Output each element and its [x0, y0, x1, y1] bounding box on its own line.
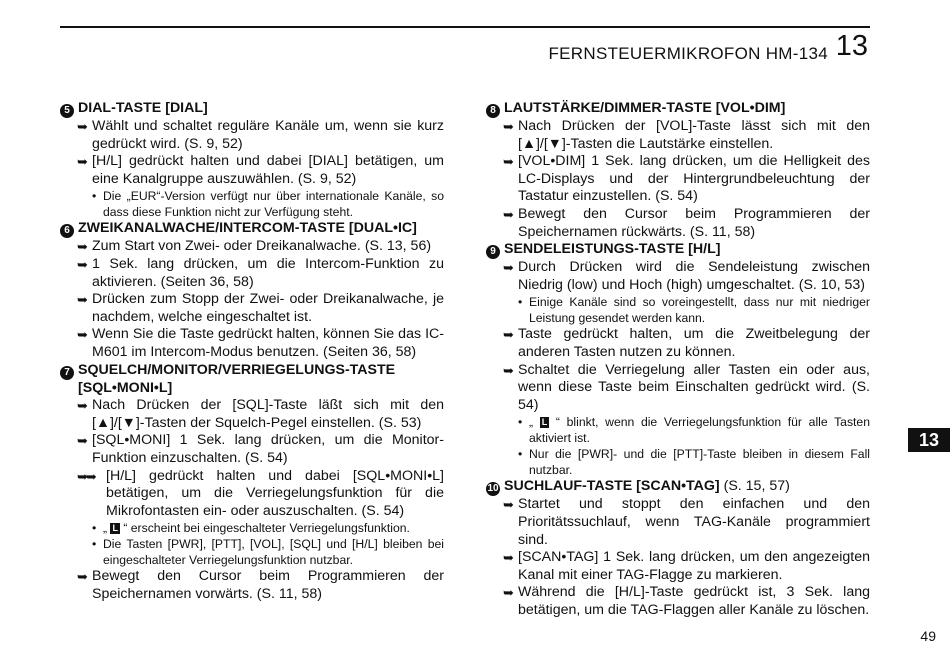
arrow-bullet-icon: ➥	[503, 327, 514, 343]
arrow-bullet-icon: ➥	[77, 327, 88, 343]
list-item	[60, 568, 444, 603]
arrow-bullet-icon: ➥➥	[77, 468, 95, 484]
section-title: DIAL-TASTE [DIAL]	[78, 100, 208, 116]
arrow-bullet-icon: ➥	[77, 398, 88, 414]
list-item	[486, 118, 870, 153]
item-text: [H/L] gedrückt halten und dabei [DIAL] betätigen, um eine Kanalgruppe auszuwählen. (S. 9, 52)	[92, 153, 444, 187]
item-text: Bewegt den Cursor beim Programmieren der Speichernamen vorwärts. (S. 11, 58)	[92, 568, 444, 602]
note-item	[486, 414, 870, 446]
section	[60, 220, 444, 361]
list-item	[60, 118, 444, 153]
note-text: „	[529, 415, 540, 430]
arrow-bullet-icon: ➥	[503, 206, 514, 222]
arrow-bullet-icon: ➥	[503, 260, 514, 276]
arrow-bullet-icon: ➥	[77, 119, 88, 134]
section	[486, 478, 870, 619]
list-item	[60, 291, 444, 326]
section-heading	[486, 100, 870, 118]
arrow-bullet-icon: ➥	[77, 154, 88, 170]
section-heading	[486, 478, 870, 496]
item-text: Drücken zum Stopp der Zwei- oder Dreikanalwache, je nachdem, welche eingeschaltet ist.	[92, 291, 444, 325]
list-item	[486, 496, 870, 549]
list-item	[486, 584, 870, 619]
list-item	[60, 397, 444, 432]
item-text: [SCAN•TAG] 1 Sek. lang drücken, um den angezeigten Kanal mit einer TAG-Flagge zu markieren.	[518, 549, 870, 583]
list-item	[60, 468, 444, 521]
item-text: [H/L] gedrückt halten und dabei [SQL•MONI•L] betätigen, um die Verriegelungsfunktion für die Mikrofontasten ein- oder auszuschalten. (S. 54)	[106, 467, 444, 519]
item-text: [VOL•DIM] 1 Sek. lang drücken, um die Helligkeit des LC-Displays und der Hintergrundbeleuchtung der Tastatur einzustellen. (S. 54)	[518, 153, 870, 205]
item-text: 1 Sek. lang drücken, um die Intercom-Funktion zu aktivieren. (Seiten 36, 58)	[92, 255, 444, 290]
bullet-dot-icon: •	[518, 295, 523, 310]
list-item	[486, 326, 870, 361]
section-title: LAUTSTÄRKE/DIMMER-TASTE [VOL•DIM]	[504, 100, 786, 116]
bullet-dot-icon: •	[92, 537, 97, 552]
bullet-dot-icon: •	[92, 521, 97, 536]
section-title: SUCHLAUF-TASTE [SCAN•TAG]	[504, 478, 720, 495]
circled-number-icon: 7	[60, 366, 74, 380]
item-text: Bewegt den Cursor beim Programmieren der Speichernamen rückwärts. (S. 11, 58)	[518, 205, 870, 240]
note-text: „	[103, 521, 111, 536]
left-column	[60, 100, 444, 603]
section-page-ref: (S. 15, 57)	[719, 478, 790, 495]
arrow-bullet-icon: ➥	[503, 497, 514, 513]
note-item	[60, 188, 444, 220]
arrow-bullet-icon: ➥	[77, 239, 88, 255]
section-title: ZWEIKANALWACHE/INTERCOM-TASTE [DUAL•IC]	[78, 220, 417, 237]
section-title: SENDELEISTUNGS-TASTE [H/L]	[504, 241, 721, 258]
chapter-side-tab[interactable]: 13	[908, 428, 950, 452]
right-column	[486, 100, 870, 619]
page-header-title: FERNSTEUERMIKROFON HM-134	[548, 44, 828, 63]
note-item	[486, 294, 870, 326]
list-item	[486, 259, 870, 294]
list-item	[486, 153, 870, 206]
list-item	[60, 153, 444, 188]
arrow-bullet-icon: ➥	[77, 433, 88, 449]
arrow-bullet-icon: ➥	[77, 292, 88, 308]
list-item	[60, 326, 444, 361]
chapter-number: 13	[835, 30, 868, 62]
note-text: Einige Kanäle sind so voreingestellt, dass nur mit niedriger Leistung gesendet werden kann.	[529, 295, 870, 326]
bullet-dot-icon: •	[92, 189, 97, 204]
circled-number-icon: 8	[486, 104, 500, 118]
note-text: Die „EUR“-Version verfügt nur über internationale Kanäle, so dass diese Funktion nicht zur Verfügung steht.	[103, 189, 444, 220]
circled-number-icon: 6	[60, 224, 74, 238]
list-item	[486, 549, 870, 584]
note-text: Die Tasten [PWR], [PTT], [VOL], [SQL] und [H/L] bleiben bei eingeschalteter Verriegelungsfunktion nutzbar.	[103, 537, 444, 568]
item-text: Während die [H/L]-Taste gedrückt ist, 3 Sek. lang betätigen, um die TAG-Flaggen aller Kanäle zu löschen.	[518, 584, 870, 618]
arrow-bullet-icon: ➥	[77, 256, 88, 272]
list-item	[486, 206, 870, 241]
lock-l-icon: L	[541, 417, 548, 428]
circled-number-icon: 9	[486, 245, 500, 259]
section	[60, 100, 444, 220]
item-text: Startet und stoppt den einfachen und den Prioritätssuchlauf, wenn TAG-Kanäle programmiert sind.	[518, 496, 870, 548]
item-text: Nach Drücken der [SQL]-Taste läßt sich mit den [▲]/[▼]-Tasten der Squelch-Pegel einstellen. (S. 53)	[92, 397, 444, 431]
arrow-bullet-icon: ➥	[503, 154, 514, 170]
arrow-bullet-icon: ➥	[503, 362, 514, 378]
item-text: Durch Drücken wird die Sendeleistung zwischen Niedrig (low) und Hoch (high) umgeschaltet. (S. 10, 53)	[518, 259, 870, 293]
item-text: Nach Drücken der [VOL]-Taste lässt sich mit den [▲]/[▼]-Tasten die Lautstärke einstellen.	[518, 118, 870, 152]
section-title: SQUELCH/MONITOR/VERRIEGELUNGS-TASTE [SQL•MONI•L]	[78, 361, 396, 396]
bullet-dot-icon: •	[518, 415, 523, 430]
list-item	[60, 256, 444, 291]
note-text: “ blinkt, wenn die Verriegelungsfunktion für alle Tasten aktiviert ist.	[529, 415, 870, 446]
arrow-bullet-icon: ➥	[503, 550, 514, 566]
section	[486, 241, 870, 478]
item-text: Wenn Sie die Taste gedrückt halten, können Sie das IC-M601 im Intercom-Modus benutzen. (Seiten 36, 58)	[92, 326, 444, 360]
circled-number-icon: 5	[60, 104, 74, 118]
header-rule	[60, 26, 870, 28]
section-heading	[60, 220, 444, 238]
note-item	[60, 520, 444, 536]
arrow-bullet-icon: ➥	[77, 569, 88, 585]
section	[486, 100, 870, 241]
arrow-bullet-icon: ➥	[503, 119, 514, 134]
note-text: Nur die [PWR]- und die [PTT]-Taste bleiben in diesem Fall nutzbar.	[529, 447, 870, 478]
list-item	[60, 238, 444, 256]
note-item	[60, 536, 444, 568]
section-heading	[486, 241, 870, 259]
item-text: Zum Start von Zwei- oder Dreikanalwache. (S. 13, 56)	[92, 238, 432, 255]
section-heading	[60, 100, 444, 118]
item-text: Wählt und schaltet reguläre Kanäle um, wenn sie kurz gedrückt wird. (S. 9, 52)	[92, 118, 444, 152]
item-text: Taste gedrückt halten, um die Zweitbelegung der anderen Tasten nutzen zu können.	[518, 326, 870, 360]
section-heading	[60, 362, 444, 398]
item-text: [SQL•MONI] 1 Sek. lang drücken, um die Monitor-Funktion einzuschalten. (S. 54)	[92, 432, 444, 466]
section	[60, 362, 444, 604]
item-text: Schaltet die Verriegelung aller Tasten ein oder aus, wenn diese Taste beim Einschalten gedrückt wird. (S. 54)	[518, 361, 870, 413]
circled-number-icon: 10	[487, 483, 499, 495]
arrow-bullet-icon: ➥	[503, 585, 514, 601]
list-item	[60, 432, 444, 467]
lock-l-icon: L	[112, 523, 118, 534]
note-item	[486, 446, 870, 478]
page-number: 49	[920, 628, 936, 644]
list-item	[486, 362, 870, 415]
bullet-dot-icon: •	[518, 447, 523, 462]
note-text: “ erscheint bei eingeschalteter Verriegelungsfunktion.	[119, 521, 410, 536]
